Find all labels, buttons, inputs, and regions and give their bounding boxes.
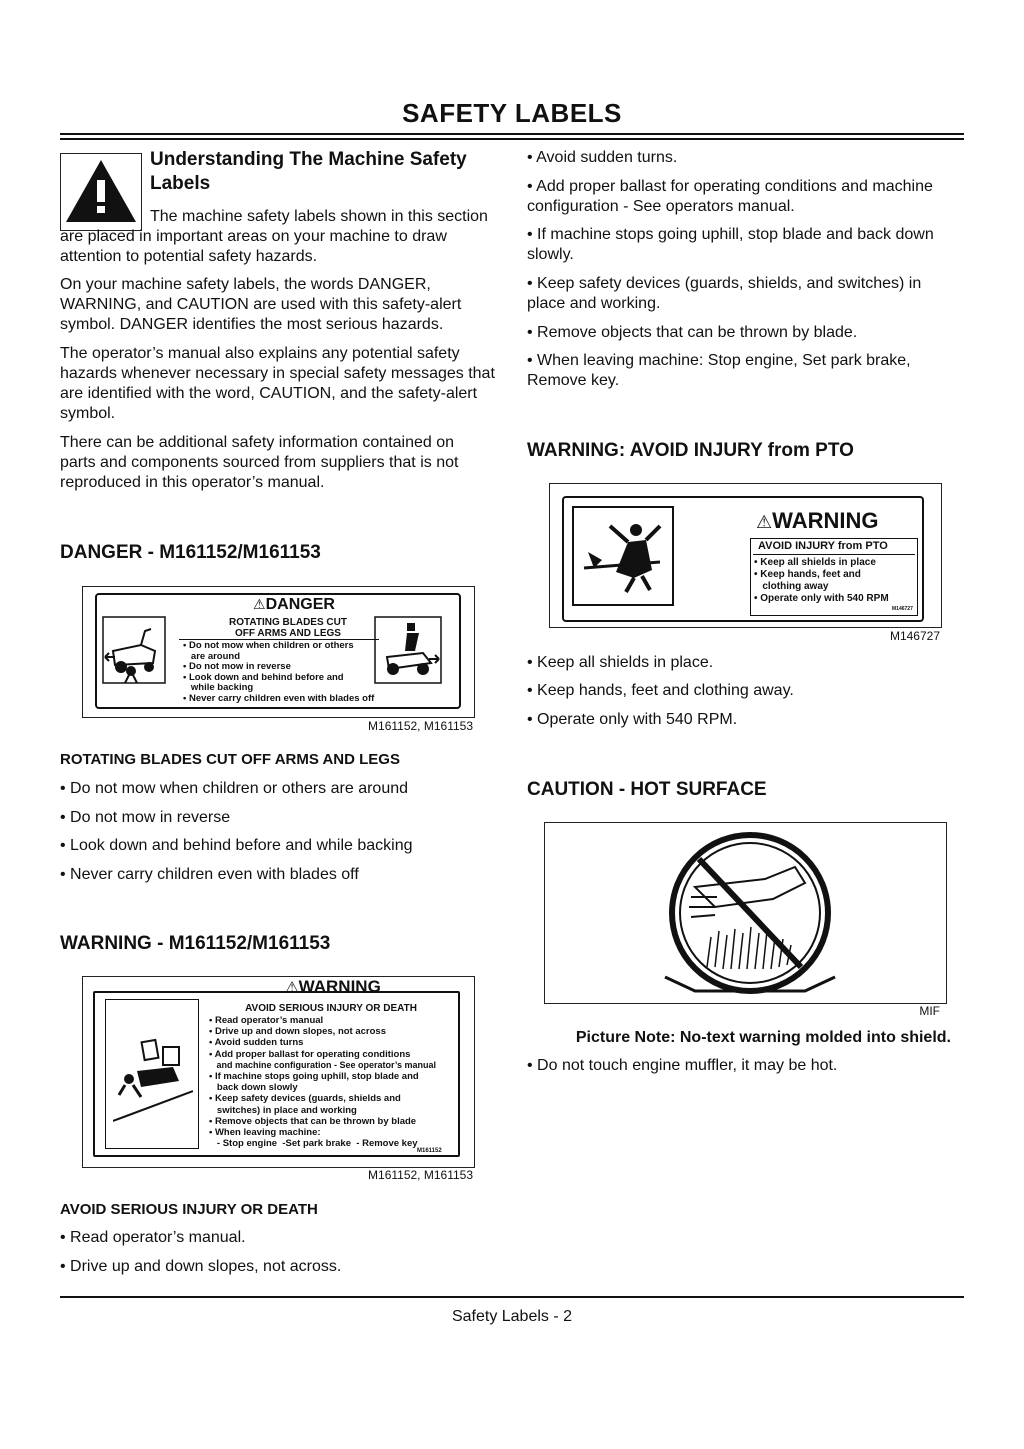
danger-heading: DANGER - M161152/M161153 [60, 542, 321, 563]
danger-label-line: • Never carry children even with blades off [183, 692, 375, 704]
caution-heading: CAUTION - HOT SURFACE [527, 779, 767, 800]
warning-slopes-label-subtitle: AVOID SERIOUS INJURY OR DEATH [245, 1003, 417, 1014]
warning-slopes-label-line: • Keep safety devices (guards, shields and [209, 1093, 401, 1105]
page-footer: Safety Labels - 2 [451, 1308, 573, 1325]
danger-label-line: • Do not mow when children or others [183, 640, 354, 651]
danger-label-line: • Do not mow in reverse [183, 661, 291, 672]
mower-reverse-icon [101, 611, 171, 691]
danger-label-lines [183, 641, 383, 704]
pto-label-line: • Keep hands, feet and [754, 569, 861, 580]
pto-bullet-1: • Keep all shields in place. [527, 654, 714, 671]
tractor-rollover-icon [113, 1031, 193, 1141]
pto-entanglement-icon [576, 512, 668, 600]
warning-slopes-bullet-2: • Drive up and down slopes, not across. [60, 1258, 342, 1275]
pto-bullet-3: • Operate only with 540 RPM. [527, 711, 738, 728]
pto-label-lines [754, 557, 916, 605]
pto-label-divider [753, 554, 915, 555]
intro-paragraph-2: On your machine safety labels, the words DANGER, WARNING, and CAUTION are used with this safety-alert symbol. DANGER identifies the most serious hazards. [60, 276, 462, 333]
pto-label-line: • Keep all shields in place [754, 557, 876, 568]
intro-paragraph-1-text: The machine safety labels shown in this section are placed in important areas on your machine to draw attention to potential safety hazards. [60, 208, 488, 265]
danger-caption: M161152, M161153 [368, 719, 473, 733]
danger-bullet-1: • Do not mow when children or others are around [60, 780, 409, 797]
warning-slopes-label-line: • Add proper ballast for operating conditions [209, 1048, 411, 1060]
right-bullet-1: • Avoid sudden turns. [527, 149, 678, 166]
caution-picture-note: Picture Note: No-text warning molded into shield. [575, 1029, 951, 1046]
danger-label-subtitle-2: OFF ARMS AND LEGS [235, 628, 341, 639]
title-rule-top [60, 133, 964, 135]
title-rule-bottom [60, 138, 964, 140]
pto-caption: M146727 [889, 629, 940, 643]
warning-slopes-label-line: • Avoid sudden turns [209, 1037, 304, 1049]
danger-label-line: while backing [183, 682, 254, 693]
danger-label-title: ⚠DANGER [253, 596, 335, 613]
right-bullet-4: • Keep safety devices (guards, shields, and switches) in place and working. [527, 275, 922, 312]
intro-heading: Understanding The Machine Safety Labels [150, 149, 467, 194]
page-title: SAFETY LABELS [402, 98, 622, 128]
pto-label-subtitle: AVOID INJURY from PTO [758, 540, 888, 552]
pto-label-image [549, 483, 942, 628]
danger-label-title-text: DANGER [265, 596, 335, 613]
pto-label-line: clothing away [754, 581, 829, 592]
danger-bullet-3: • Look down and behind before and while backing [60, 837, 413, 854]
no-touch-hot-surface-icon [655, 827, 845, 999]
danger-label-subtitle-1: ROTATING BLADES CUT [229, 617, 347, 628]
caution-label-image [544, 822, 947, 1004]
pto-bullet-2: • Keep hands, feet and clothing away. [527, 682, 794, 699]
warning-slopes-label-line: back down slowly [209, 1082, 298, 1094]
pto-label-code: M146727 [892, 606, 913, 612]
right-bullet-5: • Remove objects that can be thrown by blade. [527, 324, 858, 341]
pto-heading: WARNING: AVOID INJURY from PTO [527, 440, 854, 461]
pto-label-line: • Operate only with 540 RPM [754, 593, 889, 604]
pto-label-title: ⚠WARNING [756, 508, 879, 533]
warning-slopes-label-lines [209, 1015, 449, 1149]
warning-slopes-label-image [82, 976, 475, 1168]
danger-bullet-2: • Do not mow in reverse [60, 809, 231, 826]
intro-paragraph-4: There can be additional safety information contained on parts and components sourced from suppliers that is not reproduced in this operator’s manual. [60, 434, 459, 491]
warning-slopes-label-title-text: WARNING [298, 977, 381, 996]
danger-bullet-4: • Never carry children even with blades off [60, 866, 359, 883]
right-bullet-2: • Add proper ballast for operating conditions and machine configuration - See operators manual. [527, 178, 933, 215]
warning-slopes-label-line: • If machine stops going uphill, stop blade and [209, 1071, 419, 1083]
footer-rule [60, 1296, 964, 1298]
danger-label-image [82, 586, 475, 718]
danger-label-line: are around [183, 650, 241, 662]
warning-slopes-label-line: • Read operator’s manual [209, 1015, 324, 1026]
intro-paragraph-1 [60, 207, 497, 267]
warning-slopes-heading: WARNING - M161152/M161153 [60, 933, 331, 954]
warning-slopes-label-line: switches) in place and working [209, 1104, 357, 1116]
right-bullet-3: • If machine stops going uphill, stop blade and back down slowly. [527, 226, 934, 263]
right-bullet-6: • When leaving machine: Stop engine, Set park brake, Remove key. [527, 352, 911, 389]
warning-slopes-bullet-1: • Read operator’s manual. [60, 1229, 246, 1246]
danger-label-line: • Look down and behind before and [183, 671, 344, 683]
warning-slopes-label-line: • Drive up and down slopes, not across [209, 1026, 386, 1038]
warning-slopes-label-title: ⚠WARNING [285, 977, 381, 996]
pto-label-title-text: WARNING [772, 508, 879, 533]
warning-slopes-subheading: AVOID SERIOUS INJURY OR DEATH [60, 1201, 318, 1218]
warning-slopes-label-line: • When leaving machine: [209, 1127, 321, 1139]
warning-slopes-label-code: M161152 [417, 1148, 442, 1154]
intro-paragraph-3: The operator’s manual also explains any potential safety hazards whenever necessary in special safety messages that are identified with the word, CAUTION, and the safety-alert symbol. [60, 345, 495, 422]
warning-slopes-caption: M161152, M161153 [368, 1168, 473, 1182]
warning-slopes-label-line: and machine configuration - See operator’s manual [209, 1059, 437, 1070]
caution-caption: MIF [919, 1004, 940, 1018]
caution-bullet-1: • Do not touch engine muffler, it may be hot. [527, 1057, 838, 1074]
warning-slopes-label-line: - Stop engine -Set park brake - Remove key [209, 1138, 418, 1150]
danger-subheading: ROTATING BLADES CUT OFF ARMS AND LEGS [60, 751, 400, 768]
warning-slopes-label-line: • Remove objects that can be thrown by blade [209, 1115, 417, 1127]
